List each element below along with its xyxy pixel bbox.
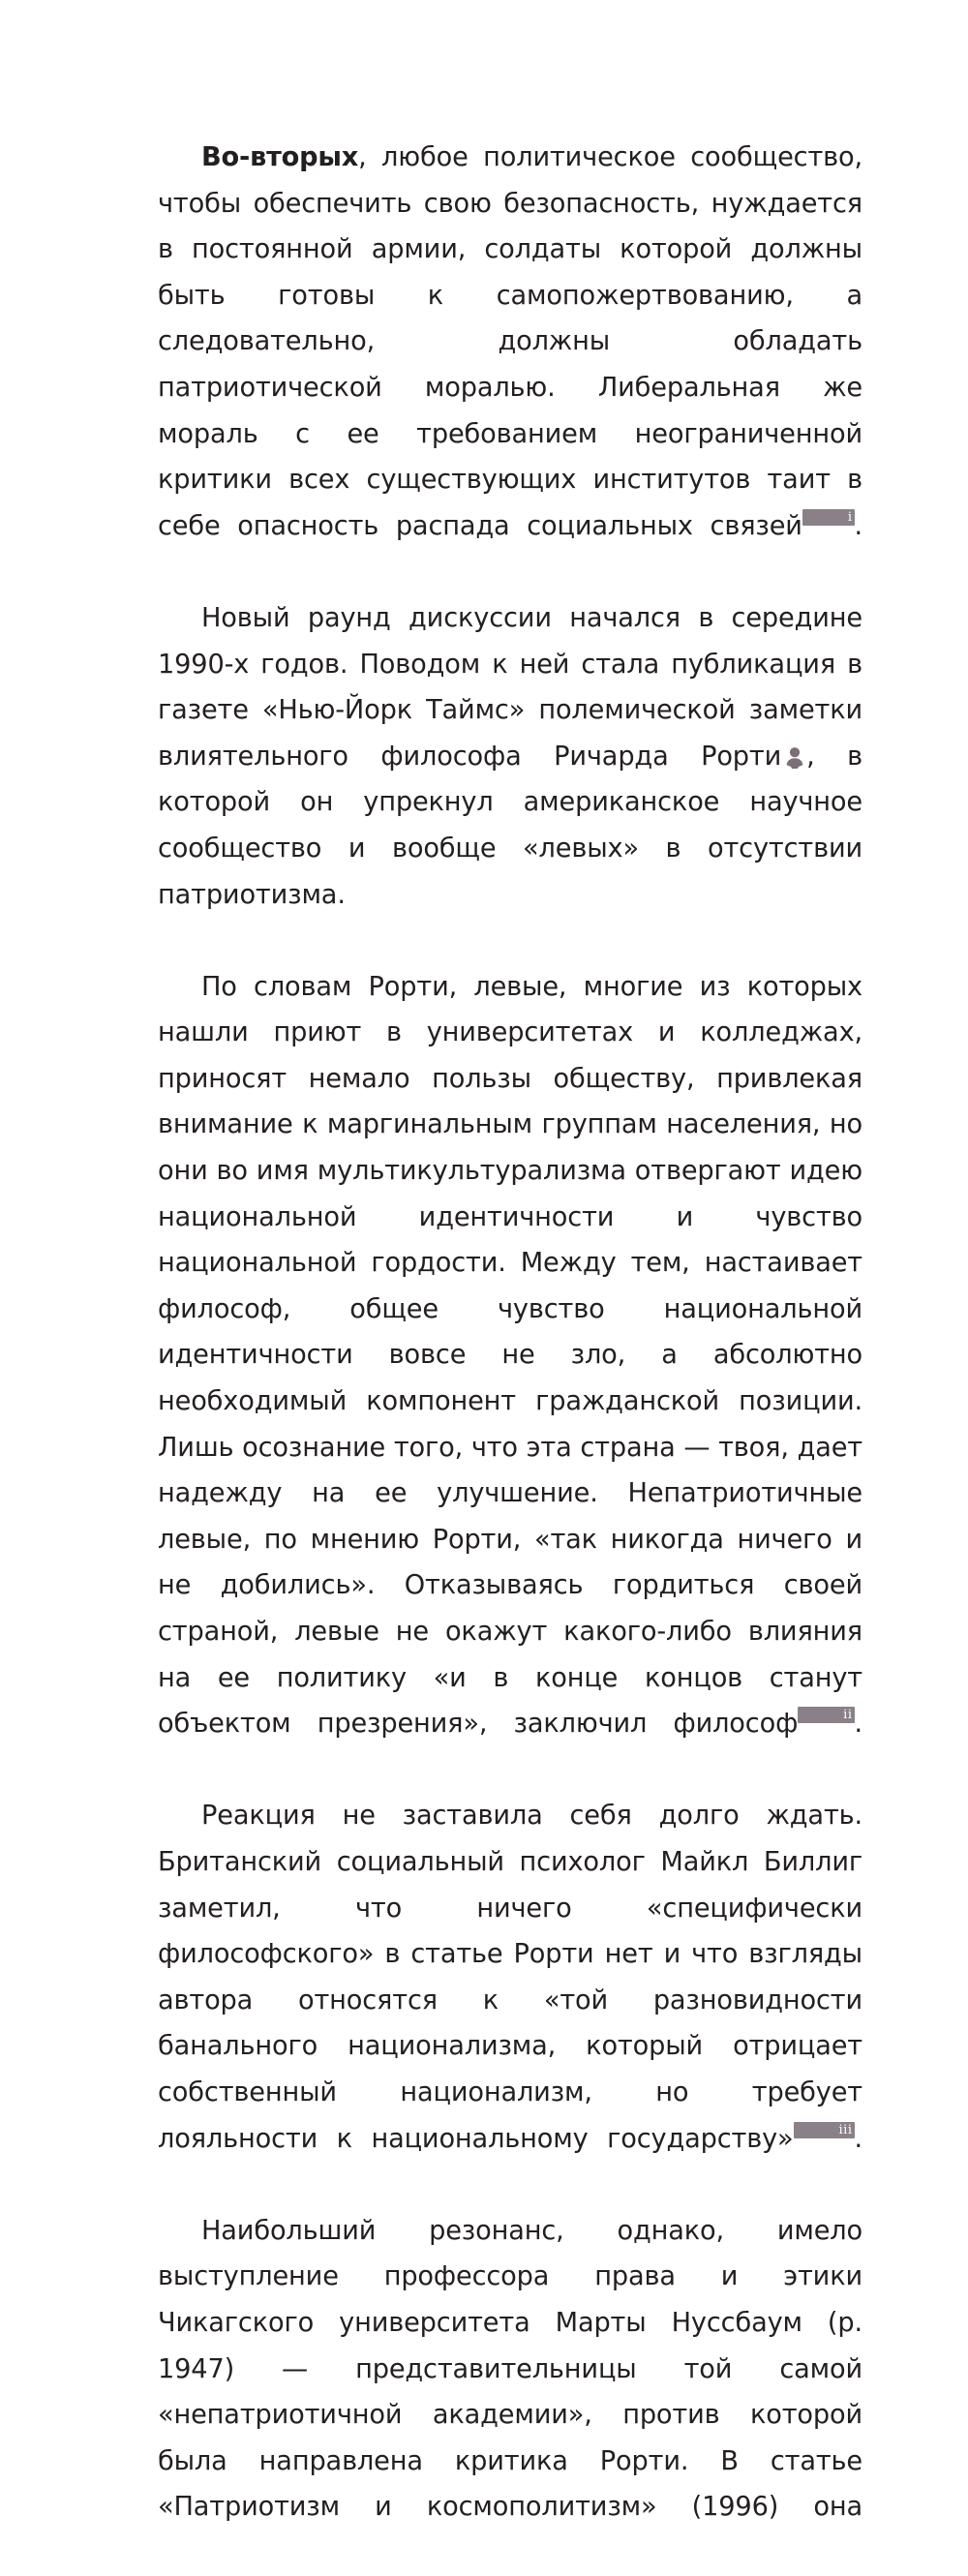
paragraph-2-tail: , в которой он упрекнул американское научное сообщество и вообще «левых» в отсутствии патриотизма. [158,741,863,910]
paragraph-4-body: Реакция не заставила себя долго ждать. Британский социальный психолог Майкл Биллиг заметил, что ничего «специфически философского» в статье Рорти нет и что взгляды автора относятся к «той разновидности банального национализма, который отрицает собственный национализм, но требует лояльности к национальному государству» [158,1801,862,2154]
paragraph-5: Наибольший резонанс, однако, имело выступление профессора права и этики Чикагского университета Марты Нуссбаум (р. 1947) — представительницы той самой «непатриотичной академии», против которой была направлена критика Рорти. В статье «Патриотизм и космополитизм» (1996) она [158,2215,862,2523]
paragraph-3-body: По словам Рорти, левые, многие из которых нашли приют в университетах и колледжах, приносят немало пользы обществу, привлекая внимание к маргинальным группам населения, но они во имя мультикультурализма отвергают идею национальной идентичности и чувство национальной гордости. Между тем, настаивает философ, общее чувство национальной идентичности вовсе не зло, а абсолютно необходимый компонент гражданской позиции. Лишь осознание того, что эта страна — твоя, дает надежду на ее улучшение. Непатриотичные левые, по мнению Рорти, «так никогда ничего и не добились». Отказываясь гордиться своей страной, левые не окажут какого-либо влияния на ее политику «и в конце концов станут объектом презрения», заключил философ [158,971,862,1740]
person-silhouette-icon[interactable] [784,745,805,769]
footnote-marker-iii[interactable]: iii [794,2122,855,2138]
text-column [158,135,862,2576]
paragraph-2 [158,595,862,964]
footnote-marker-ii[interactable]: ii [798,1707,854,1723]
paragraph-1-body: , любое политическое сообщество, чтобы обеспечить свою безопасность, нуждается в постоянной армии, солдаты которой должны быть готовы к самопожертвованию, а следовательно, должны обладать патриотической моралью. Либеральная же мораль с ее требованием неограниченной критики всех существующих институтов таит в себе опасность распада социальных связей [158,142,862,541]
footnote-marker-i[interactable]: i [802,509,855,526]
paragraph-2-body: Новый раунд дискуссии начался в середине 1990-х годов. Поводом к ней стала публикация в газете «Нью-Йорк Таймс» полемической заметки влиятельного философа Ричарда Рорти [158,602,862,772]
paragraph-4-tail: . [854,2123,862,2154]
paragraph-4 [158,1793,862,2207]
paragraph-1 [158,135,862,595]
paragraph-3 [158,964,862,1794]
paragraph-1-tail: . [854,510,862,541]
paragraph-3-tail: . [854,1709,862,1740]
paragraph-1-lead-in: Во-вторых [201,142,359,172]
